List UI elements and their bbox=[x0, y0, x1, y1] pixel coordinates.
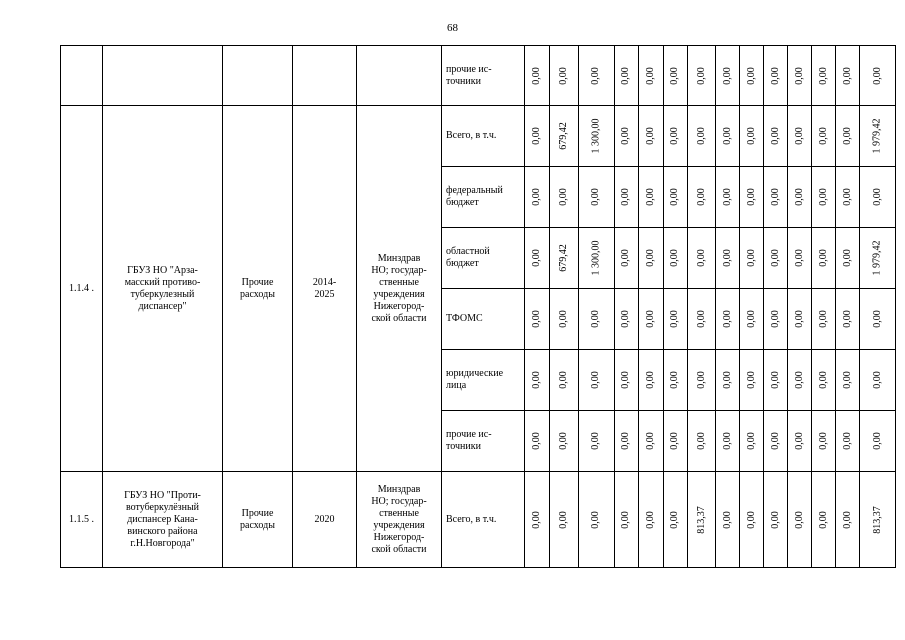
value-cell bbox=[716, 411, 740, 472]
value-text: 0,00 bbox=[769, 188, 781, 206]
value-text: 0,00 bbox=[817, 66, 829, 85]
value-text: 0,00 bbox=[695, 66, 707, 85]
value-cell bbox=[716, 167, 740, 228]
value-cell bbox=[525, 46, 550, 106]
value-text: 0,00 bbox=[769, 432, 781, 450]
value-cell bbox=[812, 411, 836, 472]
value-cell bbox=[812, 472, 836, 568]
value-cell bbox=[860, 106, 896, 167]
value-cell bbox=[525, 411, 550, 472]
value-text: 0,00 bbox=[531, 127, 542, 145]
item-number: 1.1.4 . bbox=[61, 106, 103, 472]
value-cell bbox=[578, 228, 614, 289]
value-cell bbox=[788, 228, 812, 289]
value-cell bbox=[788, 411, 812, 472]
value-text: 0,00 bbox=[841, 249, 853, 267]
value-text: 0,00 bbox=[793, 66, 805, 85]
value-cell bbox=[716, 350, 740, 411]
value-cell bbox=[836, 106, 860, 167]
value-cell bbox=[764, 472, 788, 568]
value-text: 0,00 bbox=[769, 66, 781, 85]
value-text: 0,00 bbox=[590, 371, 601, 389]
value-cell bbox=[836, 411, 860, 472]
value-cell bbox=[550, 167, 579, 228]
value-text: 0,00 bbox=[817, 510, 829, 529]
value-cell bbox=[638, 167, 663, 228]
value-cell bbox=[614, 289, 638, 350]
value-text: 0,00 bbox=[531, 510, 542, 529]
value-text: 0,00 bbox=[669, 127, 680, 145]
value-text: 0,00 bbox=[817, 127, 829, 145]
value-cell bbox=[525, 106, 550, 167]
period: 2014- 2025 bbox=[293, 106, 357, 472]
value-text: 0,00 bbox=[620, 510, 631, 529]
value-cell bbox=[764, 350, 788, 411]
value-text: 0,00 bbox=[745, 432, 757, 450]
value-text: 0,00 bbox=[695, 249, 707, 267]
value-cell bbox=[860, 167, 896, 228]
value-cell bbox=[638, 472, 663, 568]
value-text: 0,00 bbox=[620, 188, 631, 206]
value-text: 0,00 bbox=[695, 310, 707, 328]
value-cell bbox=[836, 228, 860, 289]
value-cell bbox=[860, 472, 896, 568]
value-cell bbox=[638, 350, 663, 411]
value-text: 0,00 bbox=[531, 188, 542, 206]
value-text: 0,00 bbox=[590, 188, 601, 206]
source-cell: Всего, в т.ч. bbox=[442, 106, 525, 167]
value-cell bbox=[663, 411, 687, 472]
value-text: 1 300,00 bbox=[590, 118, 601, 154]
value-text: 0,00 bbox=[669, 432, 680, 450]
value-text: 0,00 bbox=[721, 127, 733, 145]
value-cell bbox=[614, 46, 638, 106]
value-text: 0,00 bbox=[669, 371, 680, 389]
value-text: 0,00 bbox=[721, 371, 733, 389]
value-cell bbox=[812, 350, 836, 411]
table-row bbox=[61, 46, 896, 106]
value-text: 0,00 bbox=[669, 310, 680, 328]
value-text: 0,00 bbox=[871, 66, 883, 85]
value-cell bbox=[578, 472, 614, 568]
value-text: 0,00 bbox=[721, 66, 733, 85]
value-cell bbox=[614, 350, 638, 411]
value-text: 0,00 bbox=[871, 371, 883, 389]
value-cell bbox=[687, 106, 716, 167]
value-cell bbox=[638, 411, 663, 472]
value-text: 0,00 bbox=[817, 432, 829, 450]
value-cell bbox=[663, 106, 687, 167]
value-cell bbox=[836, 350, 860, 411]
value-text: 0,00 bbox=[745, 127, 757, 145]
value-cell bbox=[687, 46, 716, 106]
value-cell bbox=[740, 46, 764, 106]
value-cell bbox=[638, 106, 663, 167]
value-cell bbox=[764, 106, 788, 167]
value-cell bbox=[860, 350, 896, 411]
value-cell bbox=[550, 411, 579, 472]
organization-name: ГБУЗ НО "Проти- вотуберкулёзный диспансер Кана- винского района г.Н.Новгорода" bbox=[103, 472, 223, 568]
value-text: 0,00 bbox=[531, 66, 542, 85]
expense-type: Прочие расходы bbox=[223, 106, 293, 472]
value-cell bbox=[525, 289, 550, 350]
value-text: 679,42 bbox=[557, 244, 569, 272]
value-cell bbox=[614, 167, 638, 228]
source-cell: областной бюджет bbox=[442, 228, 525, 289]
value-cell bbox=[812, 289, 836, 350]
value-text: 0,00 bbox=[644, 127, 656, 145]
value-text: 0,00 bbox=[745, 188, 757, 206]
expense-type: Прочие расходы bbox=[223, 472, 293, 568]
value-cell bbox=[687, 289, 716, 350]
value-cell bbox=[638, 46, 663, 106]
value-cell bbox=[764, 46, 788, 106]
source-cell: прочие ис- точники bbox=[442, 411, 525, 472]
value-text: 0,00 bbox=[669, 188, 680, 206]
value-cell bbox=[687, 228, 716, 289]
value-cell bbox=[788, 472, 812, 568]
value-text: 0,00 bbox=[769, 127, 781, 145]
value-text: 0,00 bbox=[620, 371, 631, 389]
value-text: 0,00 bbox=[817, 310, 829, 328]
value-text: 813,37 bbox=[695, 505, 707, 534]
value-text: 0,00 bbox=[793, 310, 805, 328]
value-cell bbox=[860, 228, 896, 289]
organization-name: ГБУЗ НО "Арза- масский противо- туберкулезный диспансер" bbox=[103, 106, 223, 472]
value-cell bbox=[687, 472, 716, 568]
value-text: 0,00 bbox=[745, 510, 757, 529]
value-text: 0,00 bbox=[695, 371, 707, 389]
value-text: 0,00 bbox=[644, 249, 656, 267]
value-cell bbox=[614, 411, 638, 472]
value-text: 0,00 bbox=[793, 249, 805, 267]
executor: Минздрав НО; государ- ственные учреждения Нижегород- ской области bbox=[357, 106, 442, 472]
value-cell bbox=[550, 472, 579, 568]
value-text: 1 979,42 bbox=[871, 118, 883, 154]
value-cell bbox=[764, 228, 788, 289]
value-cell bbox=[663, 472, 687, 568]
value-cell bbox=[525, 167, 550, 228]
value-cell bbox=[740, 167, 764, 228]
value-text: 0,00 bbox=[557, 371, 569, 389]
empty-cell bbox=[223, 46, 293, 106]
value-text: 0,00 bbox=[590, 432, 601, 450]
value-cell bbox=[716, 472, 740, 568]
value-cell bbox=[740, 411, 764, 472]
value-text: 0,00 bbox=[745, 310, 757, 328]
value-text: 0,00 bbox=[841, 66, 853, 85]
item-number: 1.1.5 . bbox=[61, 472, 103, 568]
value-text: 0,00 bbox=[531, 371, 542, 389]
value-text: 0,00 bbox=[695, 432, 707, 450]
value-cell bbox=[663, 228, 687, 289]
value-cell bbox=[578, 167, 614, 228]
value-text: 0,00 bbox=[793, 371, 805, 389]
value-cell bbox=[740, 228, 764, 289]
value-cell bbox=[812, 106, 836, 167]
source-cell: юридические лица bbox=[442, 350, 525, 411]
period: 2020 bbox=[293, 472, 357, 568]
value-text: 0,00 bbox=[769, 371, 781, 389]
value-cell bbox=[550, 106, 579, 167]
source-cell: Всего, в т.ч. bbox=[442, 472, 525, 568]
value-cell bbox=[860, 289, 896, 350]
value-cell bbox=[812, 167, 836, 228]
value-text: 0,00 bbox=[793, 188, 805, 206]
value-text: 0,00 bbox=[557, 66, 569, 85]
value-text: 0,00 bbox=[769, 310, 781, 328]
value-text: 0,00 bbox=[669, 510, 680, 529]
value-text: 0,00 bbox=[841, 371, 853, 389]
value-cell bbox=[860, 46, 896, 106]
value-text: 0,00 bbox=[695, 127, 707, 145]
value-cell bbox=[638, 289, 663, 350]
value-text: 0,00 bbox=[531, 310, 542, 328]
value-text: 0,00 bbox=[669, 66, 680, 85]
value-cell bbox=[638, 228, 663, 289]
value-cell bbox=[663, 289, 687, 350]
value-text: 0,00 bbox=[769, 249, 781, 267]
value-text: 0,00 bbox=[721, 310, 733, 328]
value-cell bbox=[788, 106, 812, 167]
source-cell: ТФОМС bbox=[442, 289, 525, 350]
value-cell bbox=[663, 350, 687, 411]
value-text: 0,00 bbox=[817, 371, 829, 389]
value-text: 0,00 bbox=[793, 432, 805, 450]
value-cell bbox=[550, 228, 579, 289]
value-text: 0,00 bbox=[669, 249, 680, 267]
value-cell bbox=[716, 289, 740, 350]
value-cell bbox=[812, 228, 836, 289]
value-cell bbox=[716, 46, 740, 106]
value-cell bbox=[578, 411, 614, 472]
value-cell bbox=[764, 411, 788, 472]
value-text: 0,00 bbox=[721, 510, 733, 529]
value-cell bbox=[788, 350, 812, 411]
value-cell bbox=[578, 289, 614, 350]
value-text: 0,00 bbox=[557, 432, 569, 450]
value-cell bbox=[550, 350, 579, 411]
value-cell bbox=[836, 46, 860, 106]
value-text: 1 300,00 bbox=[590, 240, 601, 276]
value-cell bbox=[764, 289, 788, 350]
value-text: 0,00 bbox=[620, 432, 631, 450]
value-text: 0,00 bbox=[644, 432, 656, 450]
value-cell bbox=[525, 350, 550, 411]
value-text: 0,00 bbox=[793, 510, 805, 529]
value-cell bbox=[836, 289, 860, 350]
value-text: 0,00 bbox=[817, 188, 829, 206]
value-text: 0,00 bbox=[841, 432, 853, 450]
value-cell bbox=[614, 106, 638, 167]
value-text: 0,00 bbox=[644, 510, 656, 529]
table-body bbox=[61, 46, 896, 568]
value-cell bbox=[860, 411, 896, 472]
value-text: 0,00 bbox=[721, 249, 733, 267]
value-text: 0,00 bbox=[721, 188, 733, 206]
value-text: 0,00 bbox=[644, 188, 656, 206]
source-cell: прочие ис- точники bbox=[442, 46, 525, 106]
value-text: 1 979,42 bbox=[871, 240, 883, 276]
value-cell bbox=[788, 289, 812, 350]
value-text: 0,00 bbox=[590, 310, 601, 328]
empty-cell bbox=[103, 46, 223, 106]
value-cell bbox=[740, 472, 764, 568]
value-text: 0,00 bbox=[557, 310, 569, 328]
value-cell bbox=[788, 167, 812, 228]
value-cell bbox=[836, 472, 860, 568]
value-text: 0,00 bbox=[590, 66, 601, 85]
value-cell bbox=[716, 106, 740, 167]
value-text: 0,00 bbox=[557, 510, 569, 529]
value-text: 0,00 bbox=[817, 249, 829, 267]
value-cell bbox=[525, 472, 550, 568]
empty-cell bbox=[293, 46, 357, 106]
value-cell bbox=[740, 106, 764, 167]
value-text: 0,00 bbox=[841, 510, 853, 529]
value-cell bbox=[836, 167, 860, 228]
value-cell bbox=[663, 46, 687, 106]
value-cell bbox=[550, 46, 579, 106]
value-text: 0,00 bbox=[721, 432, 733, 450]
value-text: 0,00 bbox=[871, 432, 883, 450]
value-text: 813,37 bbox=[871, 505, 883, 534]
value-text: 0,00 bbox=[644, 66, 656, 85]
value-text: 0,00 bbox=[871, 188, 883, 206]
value-text: 0,00 bbox=[557, 188, 569, 206]
value-text: 0,00 bbox=[745, 66, 757, 85]
value-text: 0,00 bbox=[620, 127, 631, 145]
value-cell bbox=[614, 472, 638, 568]
value-cell bbox=[525, 228, 550, 289]
page-number: 68 bbox=[447, 22, 458, 34]
value-cell bbox=[614, 228, 638, 289]
value-text: 0,00 bbox=[841, 127, 853, 145]
value-text: 0,00 bbox=[531, 249, 542, 267]
value-cell bbox=[764, 167, 788, 228]
value-cell bbox=[687, 411, 716, 472]
value-text: 0,00 bbox=[620, 310, 631, 328]
executor: Минздрав НО; государ- ственные учреждения Нижегород- ской области bbox=[357, 472, 442, 568]
value-cell bbox=[716, 228, 740, 289]
value-text: 0,00 bbox=[620, 249, 631, 267]
value-text: 0,00 bbox=[841, 310, 853, 328]
value-text: 0,00 bbox=[841, 188, 853, 206]
source-cell: федеральный бюджет bbox=[442, 167, 525, 228]
value-text: 0,00 bbox=[644, 371, 656, 389]
value-text: 0,00 bbox=[745, 249, 757, 267]
value-cell bbox=[788, 46, 812, 106]
value-text: 0,00 bbox=[769, 510, 781, 529]
value-text: 0,00 bbox=[620, 66, 631, 85]
value-cell bbox=[578, 106, 614, 167]
value-cell bbox=[812, 46, 836, 106]
table-row bbox=[61, 472, 896, 568]
value-text: 0,00 bbox=[531, 432, 542, 450]
value-cell bbox=[578, 46, 614, 106]
value-text: 679,42 bbox=[557, 122, 569, 150]
value-text: 0,00 bbox=[745, 371, 757, 389]
value-text: 0,00 bbox=[871, 310, 883, 328]
value-cell bbox=[740, 350, 764, 411]
value-text: 0,00 bbox=[644, 310, 656, 328]
value-text: 0,00 bbox=[793, 127, 805, 145]
value-cell bbox=[740, 289, 764, 350]
value-cell bbox=[687, 350, 716, 411]
budget-table bbox=[60, 45, 896, 568]
value-cell bbox=[663, 167, 687, 228]
value-text: 0,00 bbox=[590, 510, 601, 529]
empty-cell bbox=[61, 46, 103, 106]
empty-cell bbox=[357, 46, 442, 106]
value-text: 0,00 bbox=[695, 188, 707, 206]
value-cell bbox=[550, 289, 579, 350]
value-cell bbox=[687, 167, 716, 228]
value-cell bbox=[578, 350, 614, 411]
table-row bbox=[61, 106, 896, 167]
